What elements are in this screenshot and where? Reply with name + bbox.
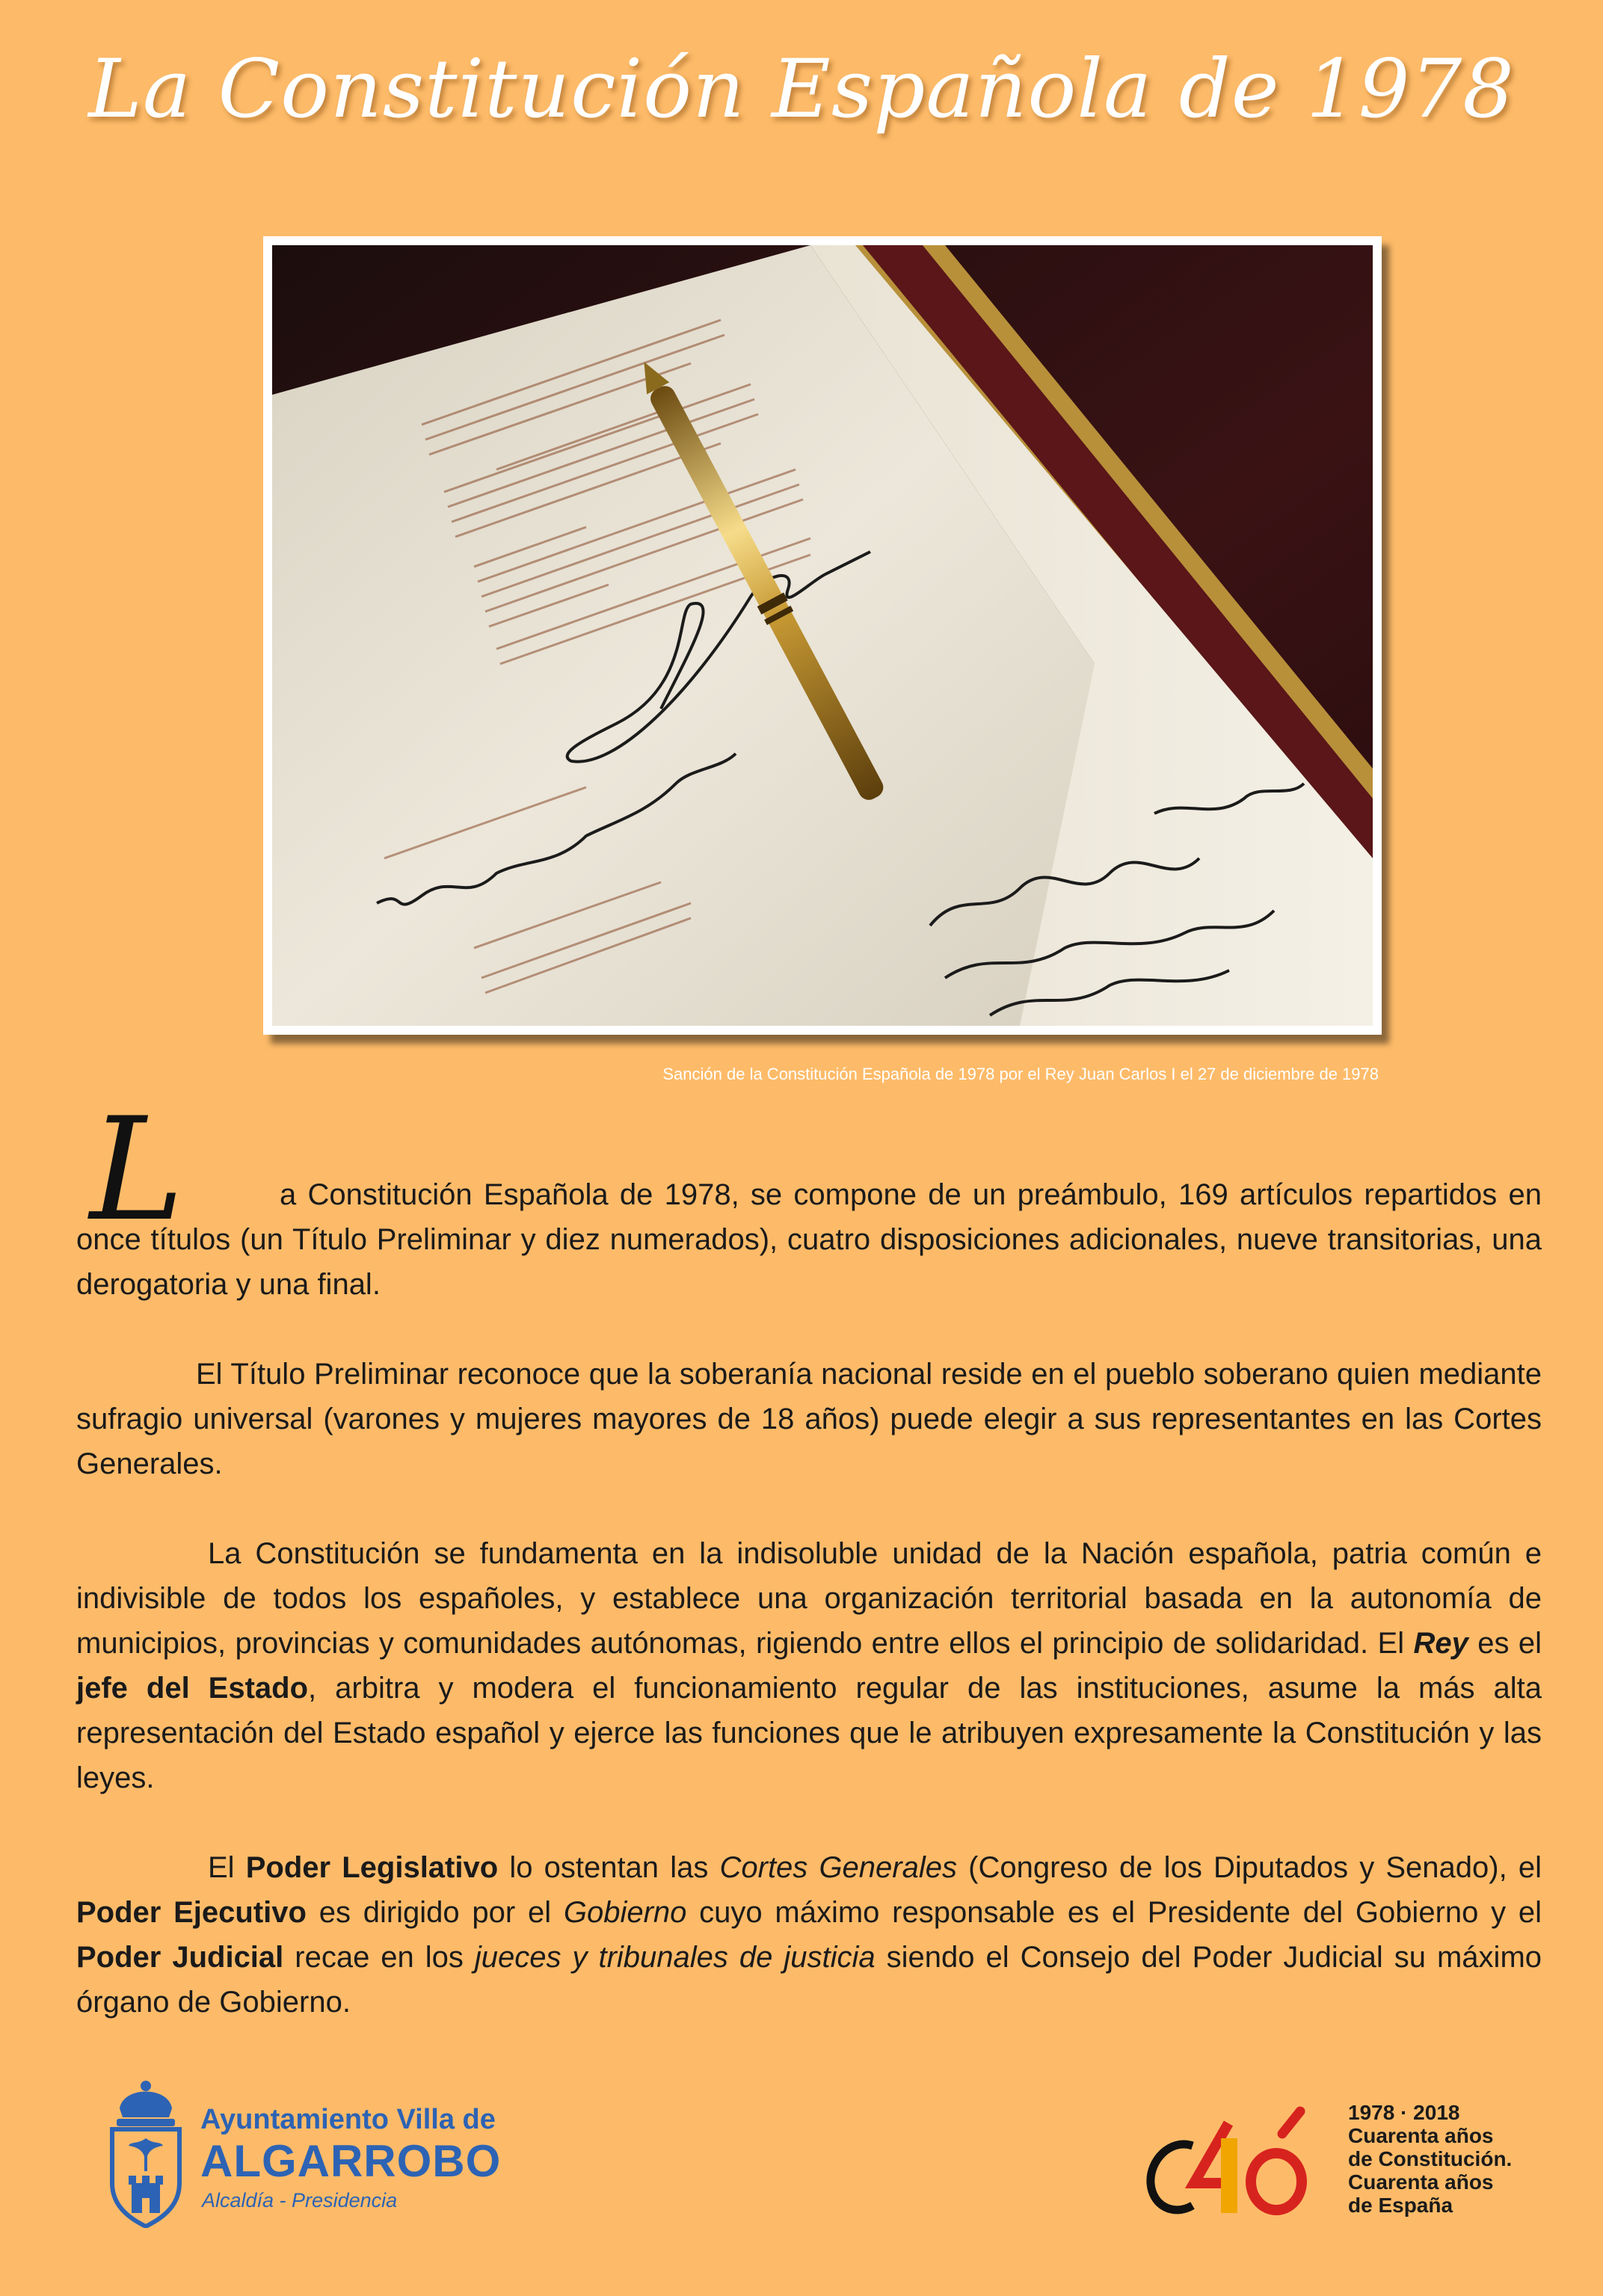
constitution-signing-photo: [272, 245, 1373, 1026]
anniversary-text: 1978 · 2018 Cuarenta años de Constitución. Cuarenta años de España: [1348, 2101, 1513, 2217]
jueces-emphasis: jueces y tribunales de justicia: [474, 1941, 876, 1974]
paragraph-4: El Poder Legislativo lo ostentan las Cortes Generales (Congreso de los Diputados y Senado), el Poder Ejecutivo es dirigido por el Gobierno cuyo máximo responsable es el Presidente del Gobierno y el Poder Judicial recae en los jueces y tribunales de justicia siendo el Consejo del Poder Judicial su máximo órgano de Gobierno.: [76, 1851, 1542, 2019]
body-text: [76, 1172, 1542, 2069]
paragraph-3: La Constitución se fundamenta en la indisoluble unidad de la Nación española, patria común e indivisible de todos los españoles, y establece una organización territorial basada en la autonomía de municipios, provincias y comunidades autónomas, rigiendo entre ellos el principio de solidaridad. El Rey es el jefe del Estado, arbitra y modera el funcionamiento regular de las instituciones, asume la más alta representación del Estado español y ejerce las funciones que le atribuyen expresamente la Constitución y las leyes.: [76, 1537, 1542, 1794]
c40-emblem-icon: [1140, 2093, 1320, 2220]
paragraph-2: El Título Preliminar reconoce que la soberanía nacional reside en el pueblo soberano quien mediante sufragio universal (varones y mujeres mayores de 18 años) puede elegir a sus representantes en las Cortes Generales.: [76, 1358, 1542, 1480]
drop-cap: L: [90, 1087, 185, 1252]
judicial-emphasis: Poder Judicial: [76, 1941, 284, 1974]
coat-of-arms-icon: [105, 2078, 187, 2228]
page-title: La Constitución Española de 1978: [88, 43, 1515, 136]
ayuntamiento-line-2: ALGARROBO: [200, 2136, 502, 2186]
ejecutivo-emphasis: Poder Ejecutivo: [76, 1896, 307, 1929]
jefe-emphasis: jefe del Estado: [76, 1672, 309, 1705]
anniversary-years: 1978 · 2018: [1348, 2101, 1460, 2124]
ayuntamiento-line-1: Ayuntamiento Villa de: [200, 2104, 496, 2135]
photo-caption: Sanción de la Constitución Española de 1978 por el Rey Juan Carlos I el 27 de diciembre de 1978: [662, 1065, 1379, 1083]
anniversary-logo: [1140, 2093, 1559, 2228]
photo-frame: [263, 236, 1382, 1035]
gobierno-emphasis: Gobierno: [563, 1896, 687, 1929]
cortes-emphasis: Cortes Generales: [719, 1851, 957, 1884]
ayuntamiento-line-3: Alcaldía - Presidencia: [202, 2189, 398, 2212]
paragraph-1: a Constitución Española de 1978, se compone de un preámbulo, 169 artículos repartidos en once títulos (un Título Preliminar y diez numerados), cuatro disposiciones adicionales, nueve transitorias, una derogatoria y una final.: [76, 1178, 1542, 1301]
rey-emphasis: Rey: [1413, 1627, 1468, 1660]
ayuntamiento-logo: [105, 2078, 568, 2228]
legislativo-emphasis: Poder Legislativo: [245, 1851, 499, 1884]
